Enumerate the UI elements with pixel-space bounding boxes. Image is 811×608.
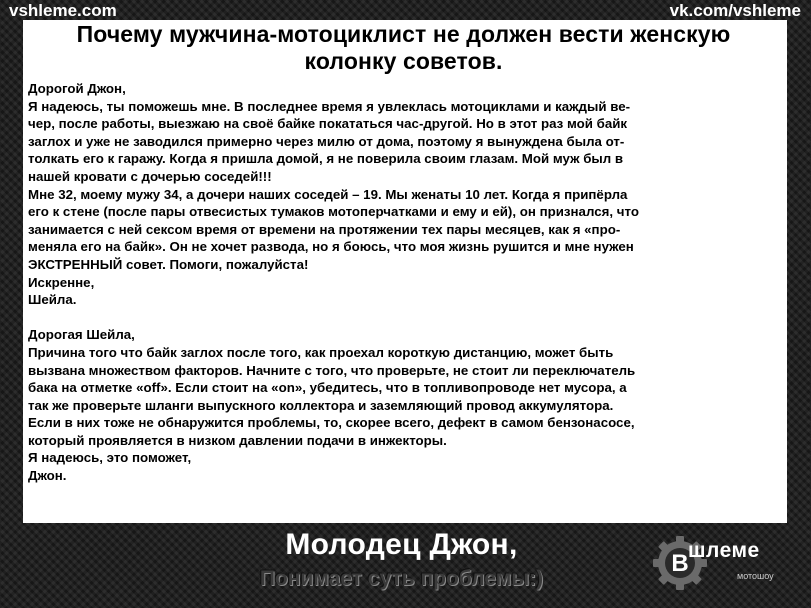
text-line: заглох и уже не заводился примерно через милю от дома, поэтому я вынуждена была от- [28, 133, 625, 149]
letter-from-sheila [28, 80, 779, 309]
text-line: который проявляется в низком давлении подачи в инжекторы. [28, 432, 447, 448]
text-line: бака на отметке «off». Если стоит на «on», убедитесь, что в топливопроводе нет мусора, а [28, 380, 627, 396]
page-title: Почему мужчина-мотоциклист не должен вести женскую колонку советов. [76, 21, 731, 74]
caption-line-2-text: Понимает суть проблемы:) [259, 567, 544, 590]
logo-wordmark: шлеме [688, 539, 760, 562]
text-line: так же проверьте шланги выпускного коллектора и заземляющий провод аккумулятора. [28, 397, 614, 413]
text-line: занимается с ней сексом время от времени на протяжении тех пары месяцев, как я «про- [28, 221, 621, 237]
logo-letter: В [671, 550, 689, 577]
caption-line-1-text: Молодец Джон, [285, 528, 518, 561]
text-line: нашей кровати с дочерью соседей!!! [28, 168, 272, 184]
text-line: Я надеюсь, это поможет, [28, 450, 192, 466]
paragraph-gap [28, 309, 779, 327]
logo-subtitle: мотошоу [737, 571, 774, 581]
text-line: его к стене (после пары отвесистых тумаков мотоперчатками и ему и ей), он признался, что [28, 204, 639, 220]
text-line: Шейла. [28, 292, 77, 308]
letter-text [28, 80, 779, 485]
content-panel [23, 20, 787, 523]
site-url-right: vk.com/vshleme [669, 1, 801, 20]
text-line: Если в них тоже не обнаружится проблемы, то, скорее всего, дефект в самом бензонасосе, [28, 415, 635, 431]
site-url-left: vshleme.com [9, 1, 117, 20]
text-line: Причина того что байк заглох после того, как проехал короткую дистанцию, может быть [28, 344, 614, 360]
text-line: вызвана множеством факторов. Начните с того, что проверьте, не стоит ли переключатель [28, 362, 636, 378]
text-line: ЭКСТРЕННЫЙ совет. Помоги, пожалуйста! [28, 256, 309, 272]
text-line: Дорогой Джон, [28, 81, 126, 96]
text-line: Дорогая Шейла, [28, 327, 135, 343]
reply-from-john [28, 326, 779, 484]
text-line: меняла его на байк». Он не хочет развода, но я боюсь, что моя жизнь рушится и мне нужен [28, 239, 634, 255]
text-line: толкать его к гаражу. Когда я пришла домой, я не поверила своим глазам. Мой муж был в [28, 151, 624, 167]
text-line: Мне 32, моему мужу 34, а дочери наших соседей – 19. Мы женаты 10 лет. Когда я припёрла [28, 186, 628, 202]
text-line: Я надеюсь, ты поможешь мне. В последнее время я увлеклась мотоциклами и каждый ве- [28, 98, 631, 114]
text-line: Искренне, [28, 274, 95, 290]
text-line: Джон. [28, 468, 67, 484]
text-line: чер, после работы, выезжаю на своё байке покататься час-другой. Но в этот раз мой байк [28, 116, 628, 132]
